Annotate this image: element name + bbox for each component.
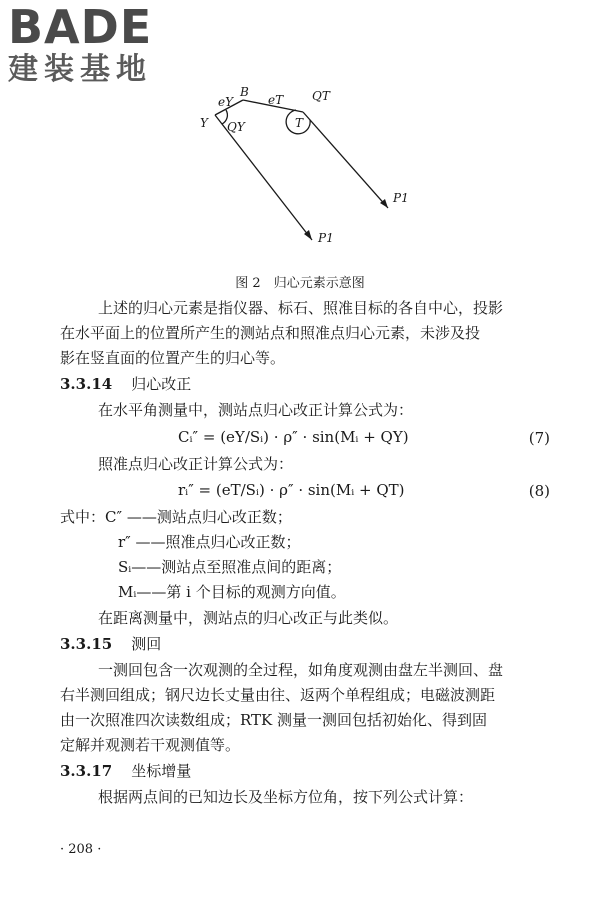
section-3317-number: 3.3.17 bbox=[60, 762, 113, 780]
para1-line1: 上述的归心元素是指仪器、标石、照准目标的各自中心，投影 bbox=[98, 299, 504, 317]
para3315-line3: 由一次照准四次读数组成；RTK 测量一测回包括初始化、得到固 bbox=[60, 711, 488, 729]
label-eT: eT bbox=[268, 93, 284, 107]
eccentricity-diagram bbox=[0, 0, 600, 270]
section-3315-number: 3.3.15 bbox=[60, 635, 113, 653]
section-3314-heading bbox=[60, 374, 191, 394]
equation-8: rᵢ″ = (eT/Sᵢ) · ρ″ · sin(Mᵢ + QT) bbox=[178, 481, 405, 499]
section-3314-title: 归心改正 bbox=[131, 375, 192, 393]
para1-line2: 在水平面上的位置所产生的测站点和照准点归心元素，未涉及投 bbox=[60, 324, 481, 342]
section-3317-heading bbox=[60, 761, 191, 781]
where-line2: r″ ——照准点归心改正数； bbox=[118, 533, 301, 551]
para3315-line1: 一测回包含一次观测的全过程，如角度观测由盘左半测回、盘 bbox=[98, 661, 504, 679]
section-3315-title: 测回 bbox=[131, 635, 162, 653]
para1-line3: 影在竖直面的位置产生的归心等。 bbox=[60, 349, 286, 367]
label-T: T bbox=[295, 116, 304, 130]
figure-caption: 图 2 归心元素示意图 bbox=[235, 276, 365, 291]
para3315-line4: 定解并观测若干观测值等。 bbox=[60, 736, 241, 754]
label-QY: QY bbox=[227, 120, 245, 134]
where-line3: Sᵢ——测站点至照准点间的距离； bbox=[118, 558, 342, 576]
label-eY: eY bbox=[218, 95, 234, 109]
label-Y: Y bbox=[200, 116, 208, 130]
where-line4: Mᵢ——第 i 个目标的观测方向值。 bbox=[118, 583, 346, 601]
distance-note: 在距离测量中，测站点的归心改正与此类似。 bbox=[98, 609, 399, 627]
equation-7-number: (7) bbox=[528, 429, 550, 447]
intro-target: 照准点归心改正计算公式为： bbox=[98, 455, 294, 473]
logo-subtitle: 建装基地 bbox=[8, 52, 152, 87]
label-P1-right: P1 bbox=[393, 191, 409, 205]
line-T-P1 bbox=[303, 112, 388, 208]
para3315-line2: 右半测回组成；钢尺边长丈量由往、返两个单程组成；电磁波测距 bbox=[60, 686, 496, 704]
where-line1: 式中：C″ ——测站点归心改正数； bbox=[60, 508, 292, 526]
page-number: · 208 · bbox=[60, 842, 102, 857]
label-B: B bbox=[240, 85, 249, 99]
section-3314-number: 3.3.14 bbox=[60, 375, 113, 393]
equation-7: Cᵢ″ = (eY/Sᵢ) · ρ″ · sin(Mᵢ + QY) bbox=[178, 428, 409, 446]
intro-station: 在水平角测量中，测站点归心改正计算公式为： bbox=[98, 401, 414, 419]
section-3317-title: 坐标增量 bbox=[131, 762, 192, 780]
para3317: 根据两点间的已知边长及坐标方位角，按下列公式计算： bbox=[98, 788, 474, 806]
label-P1-left: P1 bbox=[318, 231, 334, 245]
logo-brand: BADE bbox=[8, 0, 153, 54]
section-3315-heading bbox=[60, 634, 161, 654]
label-QT: QT bbox=[312, 89, 330, 103]
equation-8-number: (8) bbox=[528, 482, 550, 500]
